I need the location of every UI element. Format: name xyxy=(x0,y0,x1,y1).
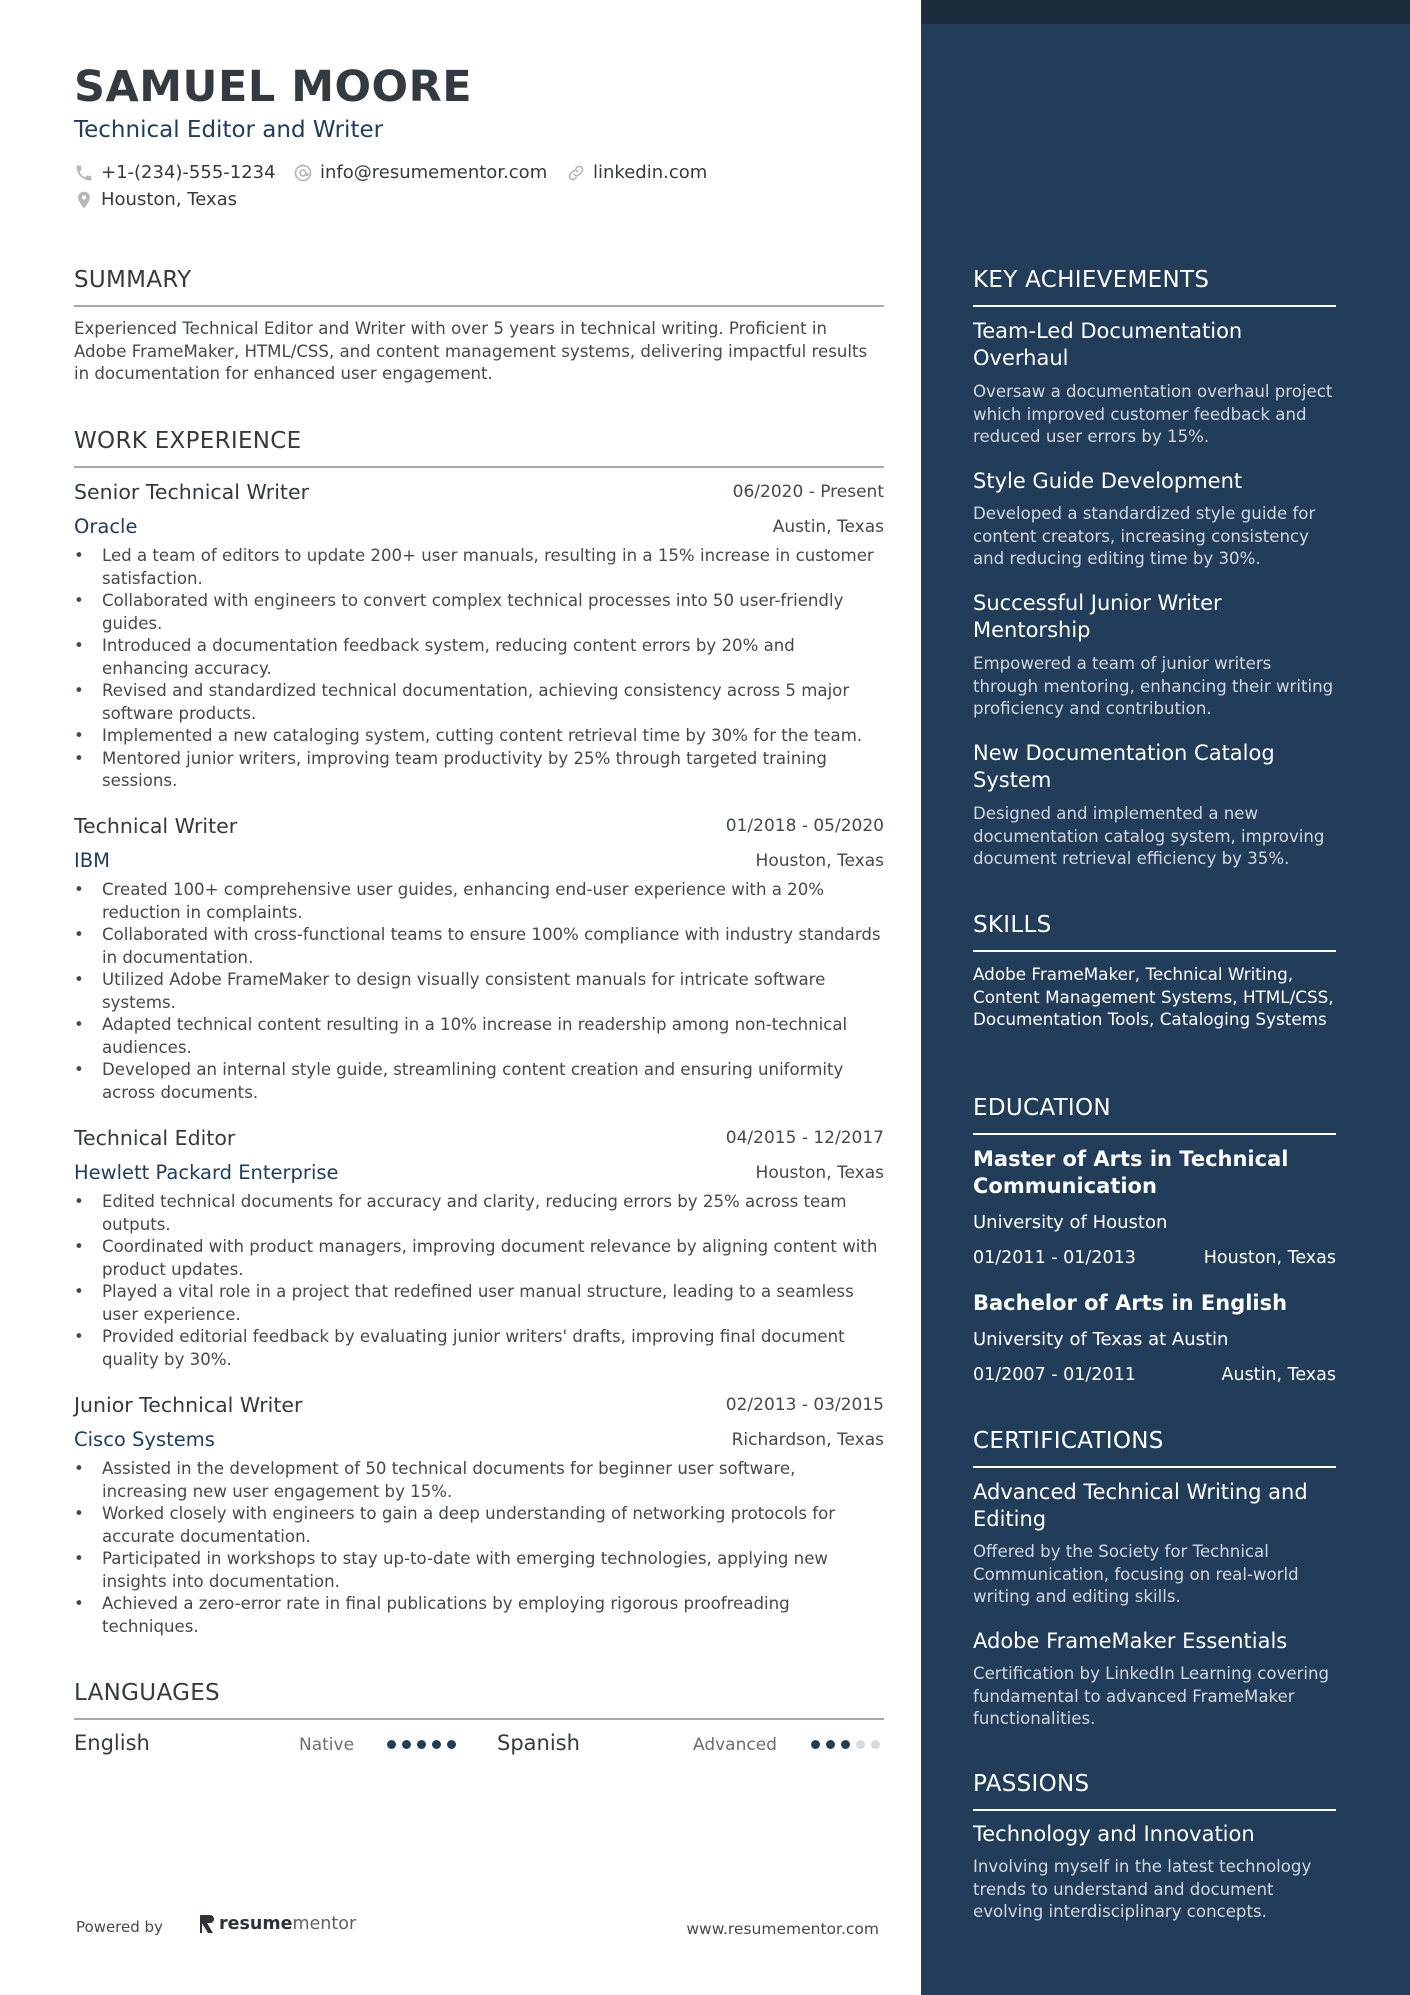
summary-divider xyxy=(74,305,884,307)
logo-text-light: mentor xyxy=(292,1914,357,1934)
rating-dot-filled xyxy=(447,1740,456,1749)
job-bullets xyxy=(74,1458,884,1638)
job-company: Cisco Systems xyxy=(74,1428,215,1451)
education-dates: 01/2011 - 01/2013 xyxy=(973,1248,1136,1268)
summary-heading: SUMMARY xyxy=(74,267,192,293)
powered-by-label: Powered by xyxy=(76,1918,163,1936)
resumementor-logo[interactable] xyxy=(199,1914,356,1934)
languages-heading: LANGUAGES xyxy=(74,1680,220,1706)
rating-dot-filled xyxy=(432,1740,441,1749)
job-bullet: • Collaborated with engineers to convert complex technical processes into 50 user-friendly guides. xyxy=(74,590,884,635)
resumementor-logo-icon xyxy=(199,1914,215,1934)
rating-dot-filled xyxy=(402,1740,411,1749)
job-dates: 01/2018 - 05/2020 xyxy=(725,816,884,836)
certification-title: Advanced Technical Writing and Editing xyxy=(973,1480,1308,1531)
education-school: University of Houston xyxy=(973,1212,1168,1233)
achievement-title: Successful Junior Writer Mentorship xyxy=(973,591,1222,642)
achievement-title: Style Guide Development xyxy=(973,469,1243,493)
rating-dot-filled xyxy=(387,1740,396,1749)
job-bullet: • Played a vital role in a project that redefined user manual structure, leading to a seamless user experience. xyxy=(74,1281,884,1326)
job-title: Technical Writer xyxy=(74,814,238,838)
rating-dot-empty xyxy=(871,1740,880,1749)
phone-icon xyxy=(74,163,94,183)
language-name: Spanish xyxy=(497,1731,580,1755)
job-bullet: • Edited technical documents for accuracy and clarity, reducing errors by 25% across team outputs. xyxy=(74,1191,884,1236)
job-bullet: • Introduced a documentation feedback system, reducing content errors by 20% and enhancing accuracy. xyxy=(74,635,884,680)
achievement-desc: Oversaw a documentation overhaul project which improved customer feedback and reduced user errors by 15%. xyxy=(973,382,1333,446)
job-bullet: • Achieved a zero-error rate in final publications by employing rigorous proofreading techniques. xyxy=(74,1593,884,1638)
job-bullet: • Worked closely with engineers to gain a deep understanding of networking protocols for accurate documentation. xyxy=(74,1503,884,1548)
achievement-title: Team-Led Documentation Overhaul xyxy=(973,319,1243,370)
job-bullet: • Assisted in the development of 50 technical documents for beginner user software, increasing new user engagement by 15%. xyxy=(74,1458,884,1503)
rating-dot-filled xyxy=(417,1740,426,1749)
summary-text: Experienced Technical Editor and Writer with over 5 years in technical writing. Proficient in Adobe FrameMaker, HTML/CSS, and content management systems, delivering impactful results in documentation for enhanced user engagement. xyxy=(74,319,868,383)
achievement-desc: Empowered a team of junior writers through mentoring, enhancing their writing proficiency and contribution. xyxy=(973,654,1334,718)
job-company: Oracle xyxy=(74,515,138,538)
job-bullet: • Led a team of editors to update 200+ user manuals, resulting in a 15% increase in customer satisfaction. xyxy=(74,545,884,590)
job-dates: 04/2015 - 12/2017 xyxy=(725,1128,884,1148)
rating-dot-empty xyxy=(856,1740,865,1749)
achievements-heading: KEY ACHIEVEMENTS xyxy=(973,267,1210,293)
job-location: Richardson, Texas xyxy=(731,1430,884,1450)
achievement-desc: Designed and implemented a new documentation catalog system, improving document retrieval efficiency by 35%. xyxy=(973,804,1325,868)
education-school: University of Texas at Austin xyxy=(973,1329,1229,1350)
passion-desc: Involving myself in the latest technology trends to understand and document evolving interdisciplinary concepts. xyxy=(973,1857,1312,1921)
contact-linkedin[interactable] xyxy=(566,162,707,183)
job-company: IBM xyxy=(74,849,110,872)
education-location: Austin, Texas xyxy=(1221,1365,1336,1385)
at-icon xyxy=(293,163,313,183)
certification-desc: Offered by the Society for Technical Communication, focusing on real-world writing and editing skills. xyxy=(973,1542,1299,1606)
languages-divider xyxy=(74,1718,884,1720)
passion-title: Technology and Innovation xyxy=(973,1822,1255,1846)
rating-dot-filled xyxy=(811,1740,820,1749)
job-bullet: • Adapted technical content resulting in a 10% increase in readership among non-technical audiences. xyxy=(74,1014,884,1059)
passions-divider xyxy=(973,1809,1336,1811)
education-location: Houston, Texas xyxy=(1203,1248,1336,1268)
education-degree: Master of Arts in Technical Communication xyxy=(973,1147,1289,1198)
passions-heading: PASSIONS xyxy=(973,1771,1090,1797)
candidate-name: SAMUEL MOORE xyxy=(74,62,473,112)
language-level: Advanced xyxy=(693,1735,777,1755)
location-pin-icon xyxy=(74,190,94,210)
rating-dot-filled xyxy=(841,1740,850,1749)
job-bullet: • Participated in workshops to stay up-to-date with emerging technologies, applying new insights into documentation. xyxy=(74,1548,884,1593)
experience-heading: WORK EXPERIENCE xyxy=(74,428,302,454)
candidate-title: Technical Editor and Writer xyxy=(74,117,384,143)
certification-title: Adobe FrameMaker Essentials xyxy=(973,1629,1288,1653)
job-location: Austin, Texas xyxy=(772,517,884,537)
contact-phone[interactable] xyxy=(74,162,276,183)
education-dates: 01/2007 - 01/2011 xyxy=(973,1365,1136,1385)
job-title: Junior Technical Writer xyxy=(74,1393,303,1417)
job-bullets xyxy=(74,545,884,793)
job-company: Hewlett Packard Enterprise xyxy=(74,1161,339,1184)
link-icon xyxy=(566,163,586,183)
experience-divider xyxy=(74,466,884,468)
job-bullet: • Revised and standardized technical documentation, achieving consistency across 5 major software products. xyxy=(74,680,884,725)
sidebar-top-bar xyxy=(921,0,1410,24)
rating-dot-filled xyxy=(826,1740,835,1749)
education-degree: Bachelor of Arts in English xyxy=(973,1291,1288,1315)
job-bullets xyxy=(74,879,884,1104)
language-rating xyxy=(387,1740,456,1749)
job-dates: 06/2020 - Present xyxy=(732,482,884,502)
job-bullets xyxy=(74,1191,884,1371)
job-bullet: • Collaborated with cross-functional teams to ensure 100% compliance with industry standards in documentation. xyxy=(74,924,884,969)
achievement-desc: Developed a standardized style guide for content creators, increasing consistency and reducing editing time by 30%. xyxy=(973,504,1316,568)
job-bullet: • Mentored junior writers, improving team productivity by 25% through targeted training sessions. xyxy=(74,748,884,793)
job-title: Technical Editor xyxy=(74,1126,236,1150)
language-name: English xyxy=(74,1731,150,1755)
job-bullet: • Developed an internal style guide, streamlining content creation and ensuring uniformity across documents. xyxy=(74,1059,884,1104)
achievements-divider xyxy=(973,305,1336,307)
skills-divider xyxy=(973,950,1336,952)
footer-url[interactable]: www.resumementor.com xyxy=(686,1920,879,1938)
logo-text-bold: resume xyxy=(219,1914,293,1934)
job-bullet: • Utilized Adobe FrameMaker to design visually consistent manuals for intricate software systems. xyxy=(74,969,884,1014)
certifications-heading: CERTIFICATIONS xyxy=(973,1428,1164,1454)
certifications-divider xyxy=(973,1466,1336,1468)
job-location: Houston, Texas xyxy=(755,851,884,871)
contact-location xyxy=(74,189,237,210)
job-title: Senior Technical Writer xyxy=(74,480,309,504)
language-level: Native xyxy=(299,1735,355,1755)
contact-email[interactable] xyxy=(293,162,547,183)
job-dates: 02/2013 - 03/2015 xyxy=(725,1395,884,1415)
job-bullet: • Implemented a new cataloging system, cutting content retrieval time by 30% for the team. xyxy=(74,725,884,748)
language-rating xyxy=(811,1740,880,1749)
job-bullet: • Created 100+ comprehensive user guides, enhancing end-user experience with a 20% reduction in complaints. xyxy=(74,879,884,924)
certification-desc: Certification by LinkedIn Learning covering fundamental to advanced FrameMaker functionalities. xyxy=(973,1664,1330,1728)
education-divider xyxy=(973,1133,1336,1135)
education-heading: EDUCATION xyxy=(973,1095,1111,1121)
location-text: Houston, Texas xyxy=(101,189,238,210)
email-text: info@resumementor.com xyxy=(320,162,548,183)
skills-heading: SKILLS xyxy=(973,912,1052,938)
phone-text: +1-(234)-555-1234 xyxy=(101,162,276,183)
job-bullet: • Provided editorial feedback by evaluating junior writers' drafts, improving final document quality by 30%. xyxy=(74,1326,884,1371)
linkedin-text: linkedin.com xyxy=(593,162,708,183)
job-bullet: • Coordinated with product managers, improving document relevance by aligning content with product updates. xyxy=(74,1236,884,1281)
achievement-title: New Documentation Catalog System xyxy=(973,741,1275,792)
job-location: Houston, Texas xyxy=(755,1163,884,1183)
skills-list: Adobe FrameMaker, Technical Writing, Content Management Systems, HTML/CSS, Documentation Tools, Cataloging Systems xyxy=(973,964,1334,1029)
